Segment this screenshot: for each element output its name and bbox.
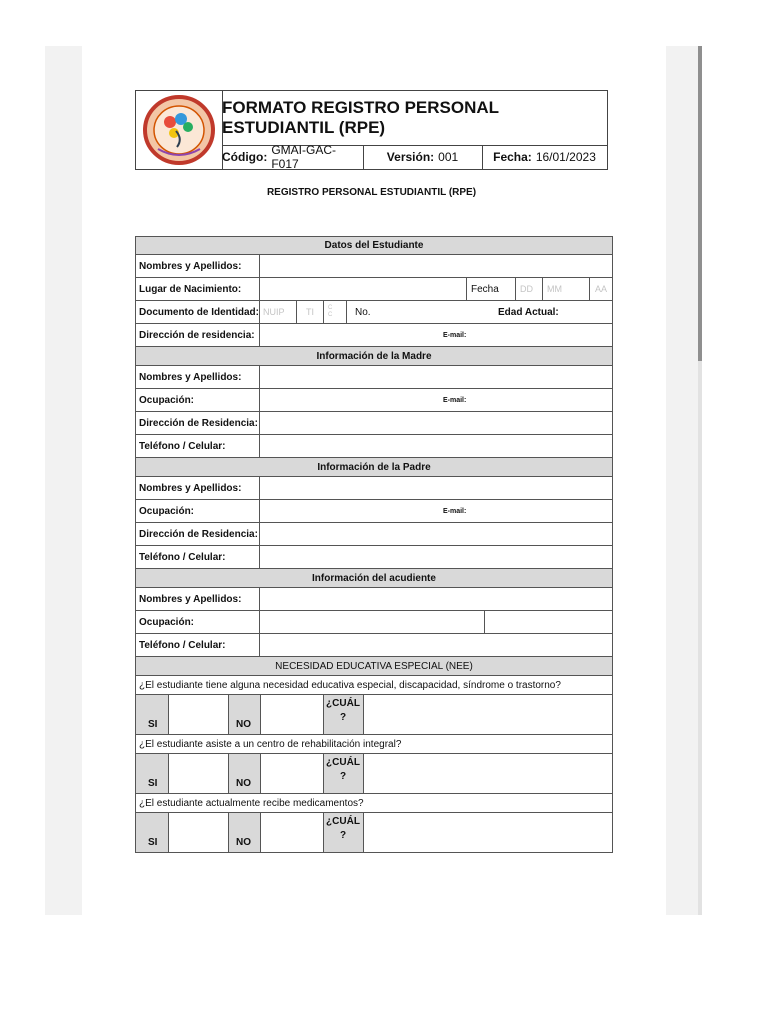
placeholder-dd: DD bbox=[520, 284, 533, 294]
row-padre-ocupacion bbox=[135, 500, 613, 523]
label-fecha-nacimiento: Fecha bbox=[471, 283, 499, 295]
codigo-label: Código: bbox=[222, 150, 268, 164]
row-padre-direccion bbox=[135, 523, 613, 546]
label-nombres: Nombres y Apellidos: bbox=[139, 593, 242, 605]
section-estudiante: Datos del Estudiante bbox=[135, 236, 613, 255]
row-estudiante-nombres bbox=[135, 255, 613, 278]
row-madre-direccion bbox=[135, 412, 613, 435]
label-email: E-mail: bbox=[443, 396, 467, 404]
answer-row-rehabilitacion bbox=[135, 754, 613, 794]
option-no: NO bbox=[236, 837, 251, 848]
question-medicamentos bbox=[135, 794, 613, 813]
answer-row-nee bbox=[135, 695, 613, 735]
scrollbar-thumb[interactable] bbox=[698, 46, 702, 361]
label-cual: ¿CUÁL ? bbox=[326, 816, 360, 841]
label-telefono: Teléfono / Celular: bbox=[139, 440, 226, 452]
section-madre: Información de la Madre bbox=[135, 347, 613, 366]
codigo-value: GMAI-GAC-F017 bbox=[271, 143, 336, 171]
label-direccion: Dirección de Residencia: bbox=[139, 417, 258, 429]
label-ocupacion: Ocupación: bbox=[139, 394, 195, 406]
row-madre-ocupacion bbox=[135, 389, 613, 412]
placeholder-mm: MM bbox=[547, 284, 562, 294]
label-direccion: Dirección de residencia: bbox=[139, 329, 255, 341]
fecha-label: Fecha: bbox=[493, 150, 532, 164]
row-acudiente-nombres bbox=[135, 588, 613, 611]
question-rehabilitacion bbox=[135, 735, 613, 754]
option-cc: C C bbox=[328, 305, 333, 318]
section-padre: Información de la Padre bbox=[135, 458, 613, 477]
row-acudiente-ocupacion bbox=[135, 611, 613, 634]
version-label: Versión: bbox=[386, 150, 435, 164]
version-cell bbox=[363, 145, 483, 169]
label-edad-actual: Edad Actual: bbox=[498, 306, 559, 318]
placeholder-aa: AA bbox=[595, 284, 608, 294]
option-nuip: NUIP bbox=[263, 307, 285, 317]
option-si: SI bbox=[148, 778, 158, 789]
option-si: SI bbox=[148, 837, 158, 848]
section-nee: NECESIDAD EDUCATIVA ESPECIAL (NEE) bbox=[135, 657, 613, 676]
fecha-cell bbox=[482, 145, 607, 169]
row-acudiente-telefono bbox=[135, 634, 613, 657]
row-padre-nombres bbox=[135, 477, 613, 500]
school-logo bbox=[136, 91, 222, 169]
label-nombres: Nombres y Apellidos: bbox=[139, 260, 242, 272]
row-madre-nombres bbox=[135, 366, 613, 389]
label-nombres: Nombres y Apellidos: bbox=[139, 371, 242, 383]
row-direccion-estudiante bbox=[135, 324, 613, 347]
label-telefono: Teléfono / Celular: bbox=[139, 639, 226, 651]
row-documento bbox=[135, 301, 613, 324]
answer-row-medicamentos bbox=[135, 813, 613, 853]
label-ocupacion: Ocupación: bbox=[139, 505, 195, 517]
option-ti: TI bbox=[306, 307, 314, 317]
label-email: E-mail: bbox=[443, 331, 467, 339]
form-title: FORMATO REGISTRO PERSONAL ESTUDIANTIL (RPE) bbox=[222, 91, 607, 146]
option-no: NO bbox=[236, 719, 251, 730]
logo-cell bbox=[136, 91, 223, 169]
question-nee bbox=[135, 676, 613, 695]
row-lugar-nacimiento bbox=[135, 278, 613, 301]
label-ocupacion: Ocupación: bbox=[139, 616, 195, 628]
label-documento: Documento de Identidad: bbox=[139, 306, 259, 318]
version-value: 001 bbox=[438, 150, 459, 164]
row-madre-telefono bbox=[135, 435, 613, 458]
option-si: SI bbox=[148, 719, 158, 730]
label-direccion: Dirección de Residencia: bbox=[139, 528, 258, 540]
form-header bbox=[135, 90, 608, 170]
label-cual: ¿CUÁL ? bbox=[326, 757, 360, 782]
question-text: ¿El estudiante actualmente recibe medicamentos? bbox=[139, 797, 364, 809]
label-email: E-mail: bbox=[443, 507, 467, 515]
codigo-cell bbox=[222, 145, 364, 169]
label-telefono: Teléfono / Celular: bbox=[139, 551, 226, 563]
question-text: ¿El estudiante asiste a un centro de rehabilitación integral? bbox=[139, 738, 402, 750]
label-numero: No. bbox=[355, 306, 371, 318]
label-cual: ¿CUÁL ? bbox=[326, 698, 360, 723]
label-lugar-nacimiento: Lugar de Nacimiento: bbox=[139, 283, 242, 295]
label-nombres: Nombres y Apellidos: bbox=[139, 482, 242, 494]
question-text: ¿El estudiante tiene alguna necesidad educativa especial, discapacidad, síndrome o trastorno? bbox=[139, 679, 561, 691]
row-padre-telefono bbox=[135, 546, 613, 569]
option-no: NO bbox=[236, 778, 251, 789]
form-subtitle: REGISTRO PERSONAL ESTUDIANTIL (RPE) bbox=[266, 187, 477, 198]
fecha-value: 16/01/2023 bbox=[535, 150, 596, 164]
section-acudiente: Información del acudiente bbox=[135, 569, 613, 588]
registration-form bbox=[135, 236, 613, 853]
